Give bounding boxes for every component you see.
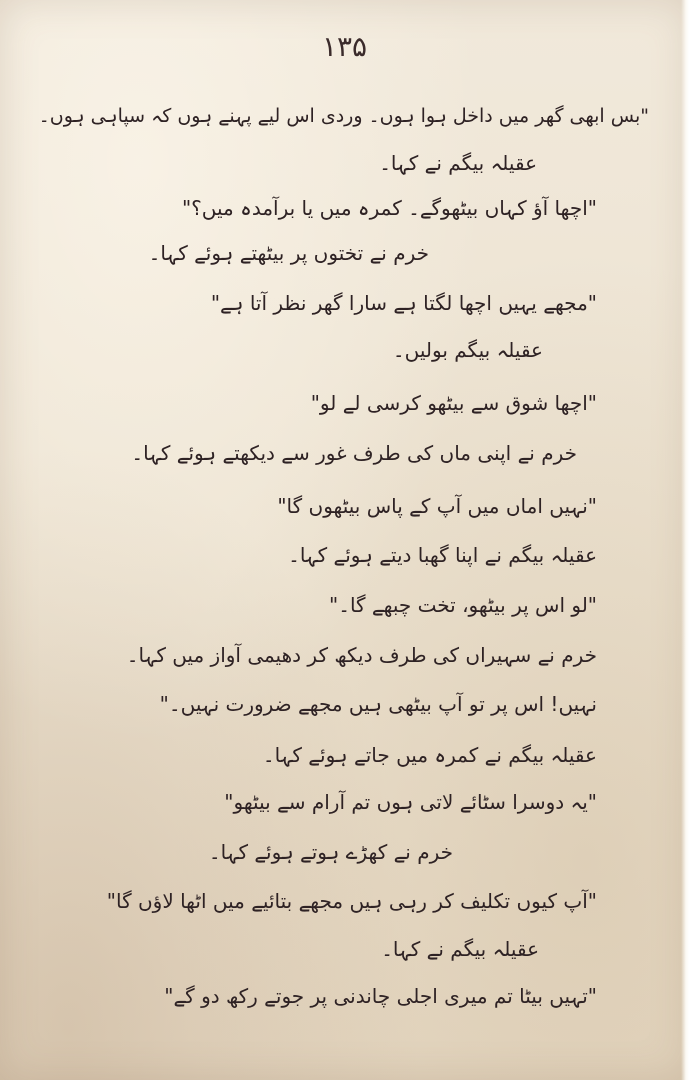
text-line: خرم نے اپنی ماں کی طرف غور سے دیکھتے ہوئے کہا۔ xyxy=(131,441,577,465)
text-line: "اچھا شوق سے بیٹھو کرسی لے لو" xyxy=(310,391,597,415)
text-line: نہیں! اس پر تو آپ بیٹھی ہیں مجھے ضرورت نہیں۔" xyxy=(159,692,597,716)
text-line: عقیلہ بیگم بولیں۔ xyxy=(392,338,543,362)
text-line: خرم نے کھڑے ہوتے ہوئے کہا۔ xyxy=(208,840,453,864)
page-edge xyxy=(681,0,689,1080)
text-line: "مجھے یہیں اچھا لگتا ہے سارا گھر نظر آتا ہے" xyxy=(210,291,597,315)
text-line: "یہ دوسرا سٹائے لاتی ہوں تم آرام سے بیٹھو" xyxy=(224,790,597,814)
text-line: عقیلہ بیگم نے کمرہ میں جاتے ہوئے کہا۔ xyxy=(262,743,597,767)
text-line: عقیلہ بیگم نے اپنا گھبا دیتے ہوئے کہا۔ xyxy=(288,543,597,567)
text-line: "اچھا آؤ کہاں بیٹھوگے۔ کمرہ میں یا برآمدہ میں؟" xyxy=(181,196,597,220)
text-line: خرم نے سہیراں کی طرف دیکھ کر دھیمی آواز میں کہا۔ xyxy=(126,643,597,667)
text-line: "بس ابھی گھر میں داخل ہوا ہوں۔ وردی اس لیے پہنے ہوں کہ سپاہی ہوں۔ xyxy=(38,105,649,127)
text-line: "نہیں اماں میں آپ کے پاس بیٹھوں گا" xyxy=(277,494,597,518)
text-line: "آپ کیوں تکلیف کر رہی ہیں مجھے بتائیے میں اٹھا لاؤں گا" xyxy=(106,889,597,913)
text-line: عقیلہ بیگم نے کہا۔ xyxy=(381,937,539,961)
text-line: خرم نے تختوں پر بیٹھتے ہوئے کہا۔ xyxy=(148,241,429,265)
text-line: "تہیں بیٹا تم میری اجلی چاندنی پر جوتے رکھ دو گے" xyxy=(164,984,597,1008)
text-line: عقیلہ بیگم نے کہا۔ xyxy=(379,151,537,175)
text-line: "لو اس پر بیٹھو، تخت چبھے گا۔" xyxy=(329,593,597,617)
page-number: ۱۳۵ xyxy=(321,30,368,63)
